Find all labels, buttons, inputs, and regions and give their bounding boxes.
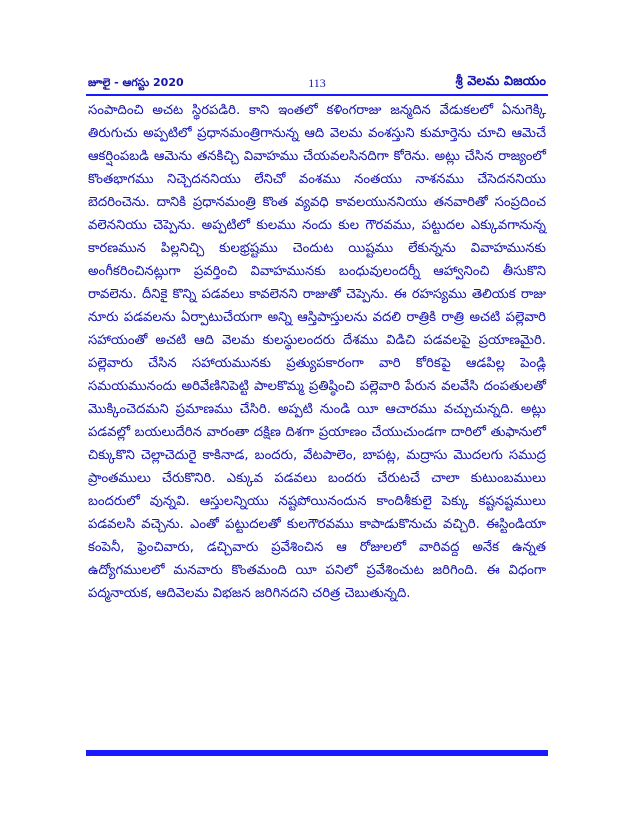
- page-number: 113: [308, 76, 326, 90]
- page-header: [86, 74, 548, 96]
- article-body: సంపాదించి అచట స్థిరపడిరి. కాని ఇంతలో కళింగరాజు జన్మదిన వేడుకలలో ఏనుగెక్కి తిరుగుచు అప్పటిలో ప్రధానమంత్రిగానున్న ఆది వెలమ వంశస్తుని కుమార్తెను చూచి ఆమెచే ఆకర్షింపబడి ఆమెను తనకిచ్చి వివాహము చేయవలసినదిగా కోరెను. అట్లు చేసిన రాజ్యంలో కొంతభాగము నిచ్చెదననియు లేనిచో వంశము నంతయు నాశనము చేసెదననియు బెదరించెను. దానికి ప్రధానమంత్రి కొంత వ్యవధి కావలయుననియు తనవారితో సంప్రదించ వలెననియు చెప్పెను. అప్పటిలో కులము నందు కుల గౌరవము, పట్టుదల ఎక్కువగానున్న కారణమున పిల్లనిచ్చి కులభ్రష్టము చెందుట యిష్టము లేకున్నను వివాహమునకు అంగీకరించినట్లుగా ప్రవర్తించి వివాహమునకు బంధువులందర్నీ ఆహ్వానించి తీసుకొని రావలెను. దీనికై కొన్ని పడవలు కావలెనని రాజుతో చెప్పెను. ఈ రహస్యము తెలియక రాజు నూరు పడవలను ఏర్పాటుచేయగా అన్ని ఆస్తిపాస్తులను వదలి రాత్రికి రాత్రి అచటి పల్లెవారి సహాయంతో అచటి ఆది వెలమ కులస్థులందరు దేశము విడిచి పడవలపై ప్రయాణమైరి. పల్లెవారు చేసిన సహాయమునకు ప్రత్యుపకారంగా వారి కోరికపై ఆడపిల్ల పెండ్లి సమయమునందు అరివేణినిపెట్టి పాలకొమ్మ ప్రతిష్ఠించి పల్లెవారి పేరున వలవేసి దంపతులతో మొక్కించెదమని ప్రమాణము చేసిరి. అప్పటి నుండి యీ ఆచారము వచ్చుచున్నది. అట్లు పడవల్లో బయలుదేరిన వారంతా దక్షిణ దిశగా ప్రయాణం చేయుచుండగా దారిలో తుఫానులో చిక్కుకొని చెల్లాచెదురై కాకినాడ, బందరు, వేటపాలెం, బాపట్ల, మద్రాసు మొదలగు సముద్ర ప్రాంతములు చేరుకొనిరి. ఎక్కువ పడవలు బందరు చేరుటచే చాలా కుటుంబములు బందరులో వున్నవి. ఆస్తులన్నియు నష్టపోయినందున కాందిశీకులై పెక్కు కష్టనష్టములు పడవలసి వచ్చెను. ఎంతో పట్టుదలతో కులగౌరవము కాపాడుకొనుచు వచ్చిరి. ఈస్టిండియా కంపెనీ, ఫ్రెంచివారు, డచ్చివారు ప్రవేశించిన ఆ రోజులలో వారివద్ద అనేక ఉన్నత ఉద్యోగములలో మనవారు కొంతమంది యీ పనిలో ప్రవేశించుట జరిగింది. ఈ విధంగా పద్మనాయక, ఆదివెలమ విభజన జరిగినదని చరిత్ర చెబుతున్నది.: [88, 103, 546, 601]
- magazine-title: శ్రీ వెలమ విజయం: [455, 74, 546, 89]
- footer-rule: [86, 750, 548, 756]
- issue-date: జూలై - ఆగస్టు 2020: [88, 76, 184, 89]
